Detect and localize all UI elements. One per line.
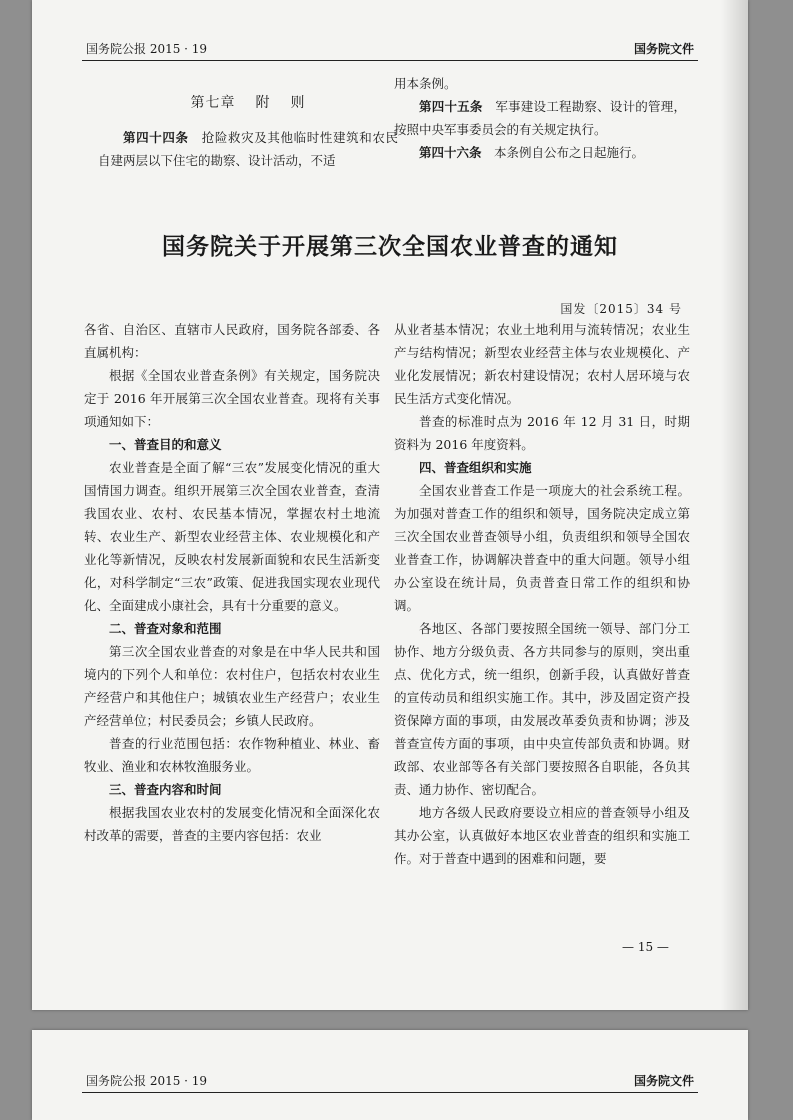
section-4-paragraph-3: 地方各级人民政府要设立相应的普查领导小组及其办公室，认真做好本地区农业普查的组织和实施工作。对于普查中遇到的困难和问题，要 <box>394 805 690 866</box>
section-1-heading: 一、普查目的和意义 <box>109 437 222 452</box>
document-number: 国发〔2015〕34 号 <box>560 302 682 316</box>
addressee: 各省、自治区、直辖市人民政府，国务院各部委、各直属机构： <box>84 322 380 360</box>
prev-article-right-column <box>394 72 686 164</box>
section-3-continued: 从业者基本情况；农业土地利用与流转情况；农业生产与结构情况；新型农业经营主体与农业规模化、产业化发展情况；新农村建设情况；农村人居环境与农民生活方式变化情况。 <box>394 322 690 406</box>
section-2-heading: 二、普查对象和范围 <box>109 621 222 636</box>
section-name: 国务院文件 <box>633 42 694 56</box>
prev-article-left-column <box>98 82 398 172</box>
intro-paragraph: 根据《全国农业普查条例》有关规定，国务院决定于 2016 年开展第三次全国农业普查。现将有关事项通知如下： <box>84 368 380 429</box>
document-page-2 <box>32 1030 748 1120</box>
journal-issue: 国务院公报 2015 · 19 <box>86 42 208 56</box>
journal-issue-2: 国务院公报 2015 · 19 <box>86 1074 208 1088</box>
section-4-paragraph-1: 全国农业普查工作是一项庞大的社会系统工程。为加强对普查工作的组织和领导，国务院决定成立第三次全国农业普查领导小组，负责组织和领导全国农业普查工作，协调解决普查中的重大问题。领导小组办公室设在统计局，负责普查日常工作的组织和协调。 <box>394 483 690 613</box>
notice-title: 国务院关于开展第三次全国农业普查的通知 <box>162 233 618 260</box>
section-3-paragraph: 根据我国农业农村的发展变化情况和全面深化农村改革的需要，普查的主要内容包括：农业 <box>84 805 380 843</box>
running-header-2 <box>82 1070 698 1093</box>
notice-left-column <box>84 318 380 847</box>
section-2-paragraph-2: 普查的行业范围包括：农作物种植业、林业、畜牧业、渔业和农林牧渔服务业。 <box>84 736 380 774</box>
article-44-continued: 用本条例。 <box>394 76 457 91</box>
section-3-heading: 三、普查内容和时间 <box>109 782 222 797</box>
section-4-heading: 四、普查组织和实施 <box>419 460 532 475</box>
running-header <box>82 38 698 61</box>
section-1-paragraph: 农业普查是全面了解“三农”发展变化情况的重大国情国力调查。组织开展第三次全国农业普查，查清我国农业、农村、农民基本情况，掌握农村土地流转、农业生产、新型农业经营主体、农业规模化和产业化等新情况，反映农村发展新面貌和农民生活新变化，对科学制定“三农”政策、促进我国实现农业现代化、全面建成小康社会，具有十分重要的意义。 <box>84 460 380 613</box>
section-name-2: 国务院文件 <box>633 1074 694 1088</box>
chapter-heading: 第七章 附 则 <box>190 95 306 111</box>
notice-right-column <box>394 318 690 870</box>
section-4-paragraph-2: 各地区、各部门要按照全国统一领导、部门分工协作、地方分级负责、各方共同参与的原则，突出重点、优化方式，统一组织，创新手段，认真做好普查的宣传动员和组织实施工作。其中，涉及固定资产投资保障方面的事项，由发展改革委负责和协调；涉及普查宣传方面的事项，由中央宣传部负责和协调。财政部、农业部等各有关部门要按照各自职能，各负其责、通力协作、密切配合。 <box>394 621 690 797</box>
section-2-paragraph-1: 第三次全国农业普查的对象是在中华人民共和国境内的下列个人和单位：农村住户，包括农村农业生产经营户和其他住户；城镇农业生产经营户；农业生产经营单位；村民委员会；乡镇人民政府。 <box>84 644 380 728</box>
document-page-1 <box>32 0 748 1010</box>
page-number: — 15 — <box>622 940 669 954</box>
standard-time-paragraph: 普查的标准时点为 2016 年 12 月 31 日，时期资料为 2016 年度资料。 <box>394 414 690 452</box>
article-46: 第四十六条 本条例自公布之日起施行。 <box>419 145 645 160</box>
article-45: 第四十五条 军事建设工程勘察、设计的管理，按照中央军事委员会的有关规定执行。 <box>394 99 686 137</box>
article-44: 第四十四条 抢险救灾及其他临时性建筑和农民自建两层以下住宅的勘察、设计活动，不适 <box>98 130 398 168</box>
page-edge-shade <box>703 0 748 1010</box>
